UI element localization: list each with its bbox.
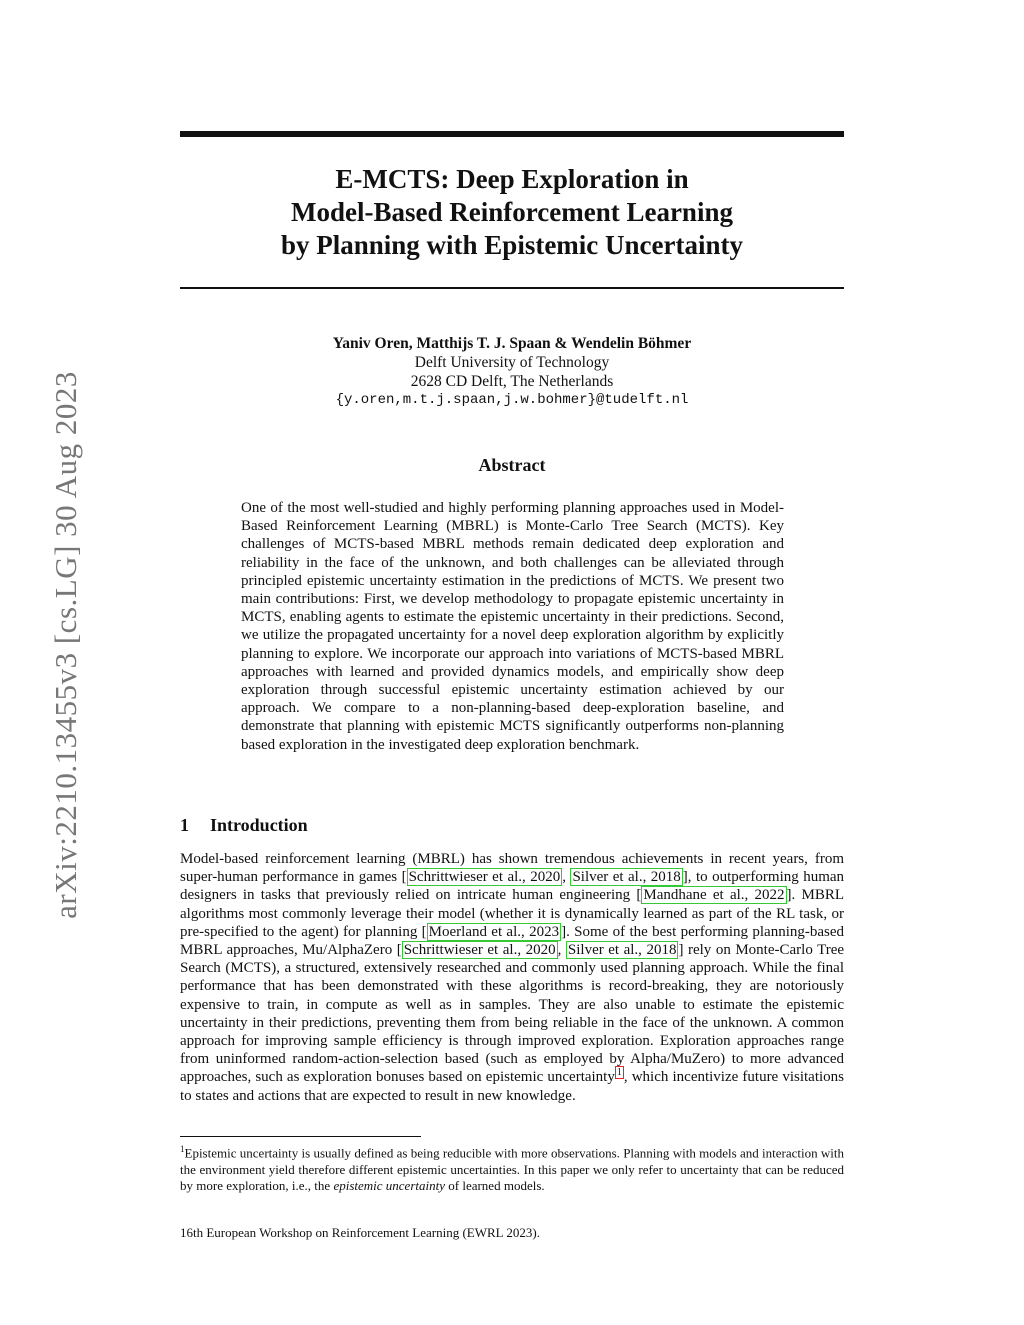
citation-year: 2020 [530, 869, 561, 886]
footnote-text-b: of learned models. [445, 1178, 545, 1194]
citation-year: 2022 [754, 887, 785, 904]
citation-author: Mandhane et al. [643, 887, 745, 904]
citation-author: Schrittwieser et al. [403, 942, 518, 959]
paper-title [180, 163, 844, 262]
intro-text-2: ], to outperforming human designers in tasks that previously relied on intricate human engineering [ [180, 869, 845, 904]
footnote-text-emphasis: epistemic uncertainty [333, 1178, 445, 1194]
citation-author: Moerland et al. [428, 923, 522, 940]
citation-year: 2018 [646, 942, 677, 959]
abstract-text: One of the most well-studied and highly performing planning approaches used in Model-Based Reinforcement Learning (MBRL) is Monte-Carlo Tree Search (MCTS). Key challenges of MCTS-based MBRL methods remain dedicated deep exploration and reliability in the face of the unknown, and both challenges can be alleviated through principled epistemic uncertainty estimation in the predictions of MCTS. We present two main contributions: First, we develop methodology to propagate epistemic uncertainty in MCTS, enabling agents to estimate the epistemic uncertainty in their predictions. Second, we utilize the propagated uncertainty for a novel deep exploration algorithm by explicitly planning to explore. We incorporate our approach into variations of MCTS-based MBRL approaches with learned and provided dynamics models, and empirically show deep exploration through successful epistemic uncertainty estimation achieved by our approach. We compare to a non-planning-based deep-exploration baseline, and demonstrate that planning with epistemic MCTS significantly outperforms non-planning based exploration in the investigated deep exploration benchmark. [241, 500, 784, 753]
citation-author: Schrittwieser et al. [408, 869, 523, 886]
title-line-3: by Planning with Epistemic Uncertainty [280, 230, 744, 260]
title-line-1: E-MCTS: Deep Exploration in [335, 164, 689, 194]
introduction-paragraph: Model-based reinforcement learning (MBRL) has shown tremendous achievements in recent years, from super-human performance in games [ Schrittwieser et al., 2020 , Silver et al., 2018 ], to outperforming human designers in tasks that previously relied on intricate human engineering [ Mandhane et al., 2022 ]. MBRL algorithms most commonly leverage their model (whether it is dynamically learned as part of the RL task, or pre-specified to the agent) for planning [ Moerland et al., 2023 ]. Some of the best performing planning-based MBRL approaches, Mu/AlphaZero [ Schrittwieser et al., 2020 , Silver et al., 2018 ] rely on Monte-Carlo Tree Search (MCTS), a structured, extensively researched and commonly used planning approach. While the final performance that has been demonstrated with these algorithms is record-breaking, they are notoriously expensive to train, in compute as well as in samples. They are also unable to estimate the epistemic uncertainty in their predictions, preventing them from being reliable in the face of the unknown. A common approach for improving sample efficiency is through improved exploration. Exploration approaches range from uninformed random-action-selection based (such as employed by Alpha/MuZero) to more advanced approaches, such as exploration bonuses based on epistemic uncertainty $^1$ , which incentivize future visitations to states and actions that are expected to result in new knowledge. [180, 851, 845, 1104]
footnote [180, 1141, 844, 1195]
intro-text-1: Model-based reinforcement learning (MBRL) has shown tremendous achievements in recent years, from super-human performance in games [ [180, 851, 844, 886]
footnote-marker: 1 [180, 1144, 185, 1154]
citation-link[interactable]: Mandhane et al., 2022 [643, 887, 785, 904]
intro-text-4: ]. Some of the best performing planning-based MBRL approaches, Mu/AlphaZero [ [180, 923, 845, 959]
intro-text-6: , which incentivize future visitations to states and actions that are expected to result in new knowledge. [180, 1069, 845, 1104]
arxiv-identifier: arXiv:2210.13455v3 [cs.LG] 30 Aug 2023 [48, 371, 83, 919]
citation-author: Silver et al. [567, 942, 639, 959]
footnote-text-a: Epistemic uncertainty is usually defined as being reducible with more observations. Planning with models and interaction with the environment yield therefore different epistemic uncertainties. In this paper we only refer to uncertainty that can be reduced by more exploration, i.e., the [180, 1145, 844, 1194]
author-block [180, 334, 844, 410]
footnote-link[interactable]: 1 [616, 1067, 622, 1079]
citation-year: 2020 [525, 942, 556, 959]
section-number: 1 [180, 815, 189, 835]
intro-text-5: ] rely on Monte-Carlo Tree Search (MCTS), a structured, extensively researched and commonly used planning approach. While the final performance that has been demonstrated with these algorithms is record-breaking, they are notoriously expensive to train, in compute as well as in samples. They are also unable to estimate the epistemic uncertainty in their predictions, preventing them from being reliable in the face of the unknown. A common approach for improving sample efficiency is through improved exploration. Exploration approaches range from uninformed random-action-selection based (such as employed by Alpha/MuZero) to more advanced approaches, such as exploration bonuses based on epistemic uncertainty [180, 942, 845, 1086]
section-heading-introduction [180, 815, 308, 836]
intro-text-3: ]. MBRL algorithms most commonly leverage their model (whether it is dynamically learned as part of the RL task, or pre-specified to the agent) for planning [ [180, 887, 845, 940]
author-names: Yaniv Oren, Matthijs T. J. Spaan & Wendelin Böhmer [332, 335, 692, 352]
author-affiliation: Delft University of Technology [414, 354, 610, 371]
citation-link[interactable]: Schrittwieser et al., 2020 [403, 942, 556, 959]
abstract-heading: Abstract [478, 455, 546, 475]
citation-year: 2023 [529, 923, 560, 940]
venue-footer: 16th European Workshop on Reinforcement Learning (EWRL 2023). [180, 1225, 540, 1240]
section-title: Introduction [210, 815, 308, 835]
citation-year: 2018 [650, 869, 681, 886]
citation-author: Silver et al. [572, 869, 643, 886]
citation-link[interactable]: Moerland et al., 2023 [428, 923, 560, 940]
title-rule [180, 287, 844, 289]
author-address: 2628 CD Delft, The Netherlands [410, 373, 614, 390]
citation-link[interactable]: Schrittwieser et al., 2020 [408, 869, 561, 886]
title-line-2: Model-Based Reinforcement Learning [291, 197, 733, 227]
footnote-rule [180, 1136, 421, 1137]
citation-link[interactable]: Silver et al., 2018 [572, 869, 681, 886]
top-rule [180, 131, 844, 137]
author-email: {y.oren,m.t.j.spaan,j.w.bohmer}@tudelft.nl [335, 392, 689, 408]
citation-link[interactable]: Silver et al., 2018 [567, 942, 677, 959]
